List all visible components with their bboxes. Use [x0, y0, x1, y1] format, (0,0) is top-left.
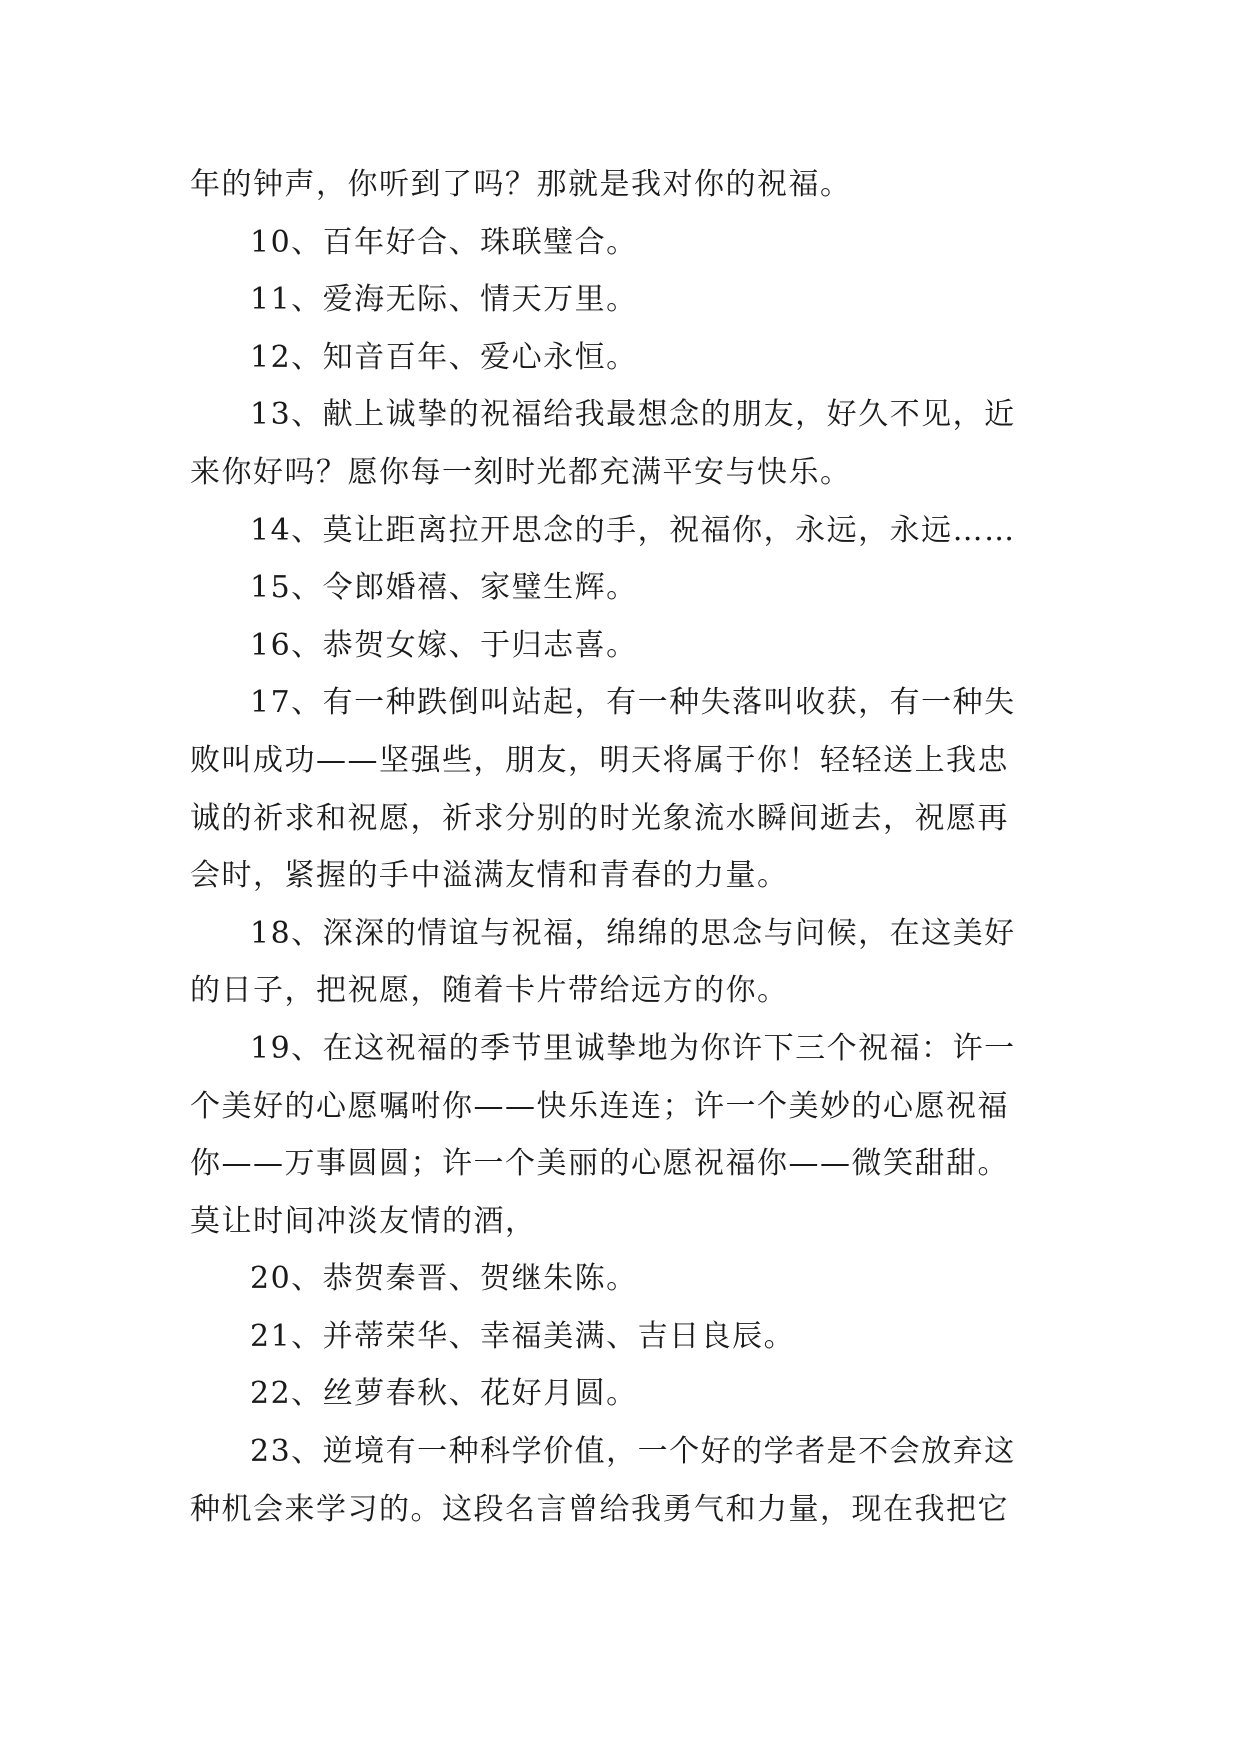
- text-line: 17、有一种跌倒叫站起，有一种失落叫收获，有一种失: [250, 685, 1016, 721]
- text-line: 22、丝萝春秋、花好月圆。: [250, 1376, 638, 1412]
- text-line: 11、爱海无际、情天万里。: [250, 282, 638, 318]
- text-line: 12、知音百年、爱心永恒。: [250, 339, 638, 375]
- text-line: 19、在这祝福的季节里诚挚地为你许下三个祝福：许一: [250, 1030, 1016, 1066]
- text-line: 21、并蒂荣华、幸福美满、吉日良辰。: [250, 1318, 796, 1354]
- text-line: 10、百年好合、珠联璧合。: [250, 224, 638, 260]
- text-line: 莫让时间冲淡友情的酒，: [190, 1203, 537, 1239]
- text-line: 败叫成功——坚强些，朋友，明天将属于你！轻轻送上我忠: [190, 742, 1009, 778]
- text-line: 会时，紧握的手中溢满友情和青春的力量。: [190, 858, 789, 894]
- text-line: 种机会来学习的。这段名言曾给我勇气和力量，现在我把它: [190, 1491, 1009, 1527]
- text-line: 14、莫让距离拉开思念的手，祝福你，永远，永远……: [250, 512, 1016, 548]
- text-line: 15、令郎婚禧、家璧生辉。: [250, 570, 638, 606]
- text-line: 的日子，把祝愿，随着卡片带给远方的你。: [190, 973, 789, 1009]
- text-line: 来你好吗？愿你每一刻时光都充满平安与快乐。: [190, 454, 852, 490]
- text-line: 诚的祈求和祝愿，祈求分别的时光象流水瞬间逝去，祝愿再: [190, 800, 1009, 836]
- text-line: 年的钟声，你听到了吗？那就是我对你的祝福。: [190, 167, 852, 202]
- text-line: 18、深深的情谊与祝福，绵绵的思念与问候，在这美好: [250, 915, 1016, 951]
- text-line: 13、献上诚挚的祝福给我最想念的朋友，好久不见，近: [250, 397, 1016, 433]
- text-line: 23、逆境有一种科学价值，一个好的学者是不会放弃这: [250, 1434, 1016, 1470]
- text-line: 个美好的心愿嘱咐你——快乐连连；许一个美妙的心愿祝福: [190, 1088, 1009, 1124]
- body-text: [190, 156, 1070, 1538]
- text-line: 20、恭贺秦晋、贺继朱陈。: [250, 1261, 638, 1297]
- text-line: 你——万事圆圆；许一个美丽的心愿祝福你——微笑甜甜。: [190, 1146, 1009, 1182]
- text-line: 16、恭贺女嫁、于归志喜。: [250, 627, 638, 663]
